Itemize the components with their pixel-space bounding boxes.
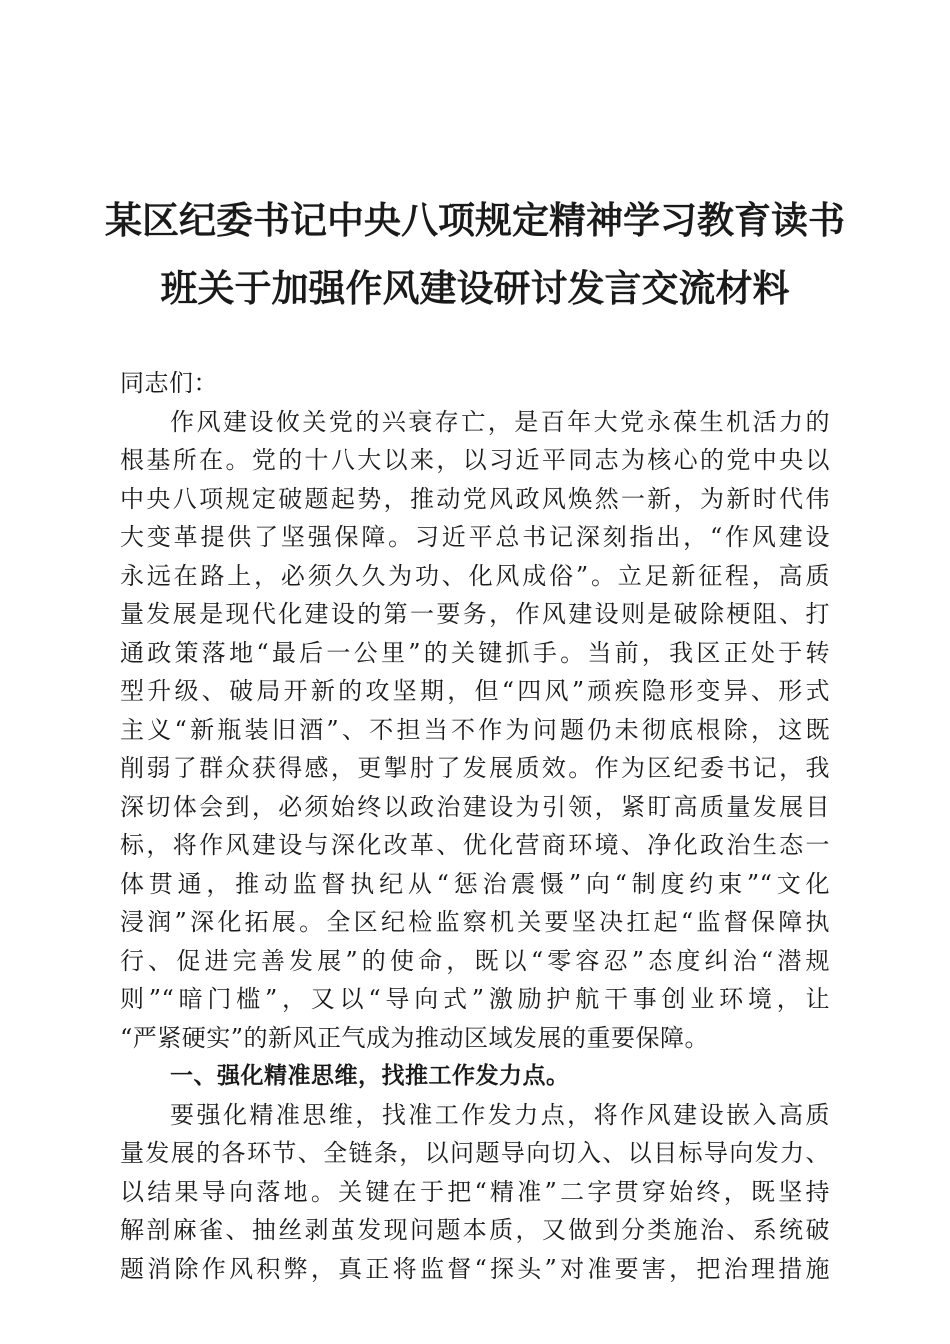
section-heading: 一、强化精准思维，找推工作发力点。 <box>170 1063 570 1089</box>
paragraph-line: 要强化精准思维，找准工作发力点，将作风建设嵌入高质 <box>170 1100 830 1129</box>
paragraph-line: 主义“新瓶装旧酒”、不担当不作为问题仍未彻底根除，这既 <box>120 715 830 744</box>
paragraph-1 <box>120 403 830 1058</box>
paragraph-line: 行、促进完善发展”的使命，既以“零容忍”态度纠治“潜规 <box>120 946 830 975</box>
paragraph-line: 体贯通，推动监督执纪从“惩治震慑”向“制度约束”“文化 <box>120 869 830 898</box>
paragraph-line: 标，将作风建设与深化改革、优化营商环境、净化政治生态一 <box>120 831 830 859</box>
paragraph-line: 以结果导向落地。关键在于把“精准”二字贯穿始终，既坚持 <box>120 1177 830 1206</box>
paragraph-line: 通政策落地“最后一公里”的关键抓手。当前，我区正处于转 <box>120 638 830 667</box>
document-body <box>120 364 830 1288</box>
paragraph-line: 中央八项规定破题起势，推动党风政风焕然一新，为新时代伟 <box>120 484 830 513</box>
paragraph-line: 则”“暗门槛”，又以“导向式”激励护航干事创业环境，让 <box>120 985 830 1013</box>
paragraph-line: 浸润”深化拓展。全区纪检监察机关要坚决扛起“监督保障执 <box>120 908 830 936</box>
paragraph-line: 作风建设攸关党的兴衰存亡，是百年大党永葆生机活力的 <box>170 407 830 436</box>
paragraph-line: “严紧硬实”的新风正气成为推动区域发展的重要保障。 <box>120 1023 710 1052</box>
paragraph-line: 量发展是现代化建设的第一要务，作风建设则是破除梗阻、打 <box>120 600 830 628</box>
paragraph-line: 深切体会到，必须始终以政治建设为引领，紧盯高质量发展目 <box>120 792 830 821</box>
paragraph-line: 型升级、破局开新的攻坚期，但“四风”顽疾隐形变异、形式 <box>120 677 830 705</box>
paragraph-line: 题消除作风积弊，真正将监督“探头”对准要害，把治理措施 <box>120 1254 830 1283</box>
paragraph-line: 大变革提供了坚强保障。习近平总书记深刻指出，“作风建设 <box>120 523 830 551</box>
paragraph-line: 削弱了群众获得感，更掣肘了发展质效。作为区纪委书记，我 <box>120 754 830 782</box>
paragraph-line: 永远在路上，必须久久为功、化风成俗”。立足新征程，高质 <box>120 561 830 590</box>
greeting: 同志们： <box>120 369 218 397</box>
paragraph-line: 量发展的各环节、全链条，以问题导向切入、以目标导向发力、 <box>120 1139 830 1167</box>
paragraph-2 <box>120 1096 830 1289</box>
document-title-line-2: 班关于加强作风建设研讨发言交流材料 <box>160 266 790 310</box>
paragraph-line: 根基所在。党的十八大以来，以习近平同志为核心的党中央以 <box>120 446 830 474</box>
document-title-line-1: 某区纪委书记中央八项规定精神学习教育读书 <box>105 198 845 242</box>
paragraph-line: 解剖麻雀、抽丝剥茧发现问题本质，又做到分类施治、系统破 <box>120 1216 830 1244</box>
